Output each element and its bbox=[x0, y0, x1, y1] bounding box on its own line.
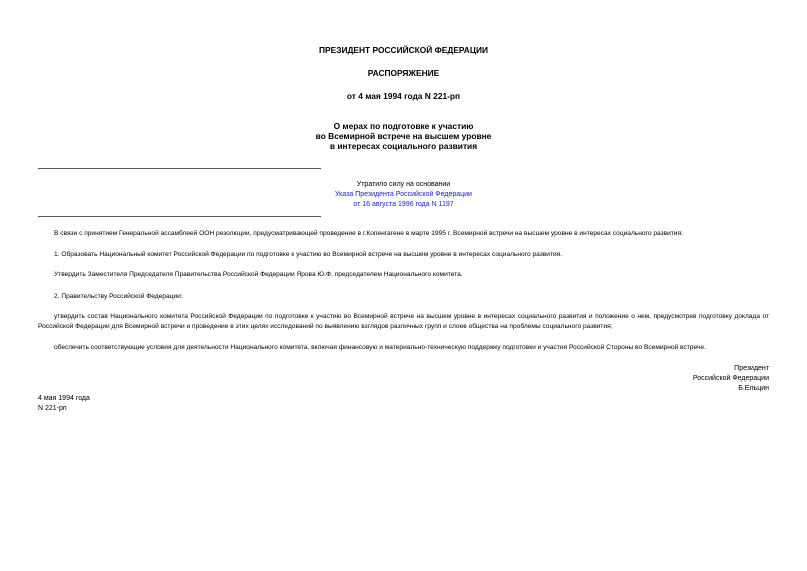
document-date-number: от 4 мая 1994 года N 221-рп bbox=[346, 91, 461, 101]
footer-block bbox=[38, 394, 238, 414]
repeal-decree-link[interactable]: Указа Президента Российской Федерации bbox=[335, 191, 472, 198]
issuing-authority: ПРЕЗИДЕНТ РОССИЙСКОЙ ФЕДЕРАЦИИ bbox=[319, 45, 488, 55]
divider-top bbox=[38, 168, 321, 169]
title-line-3: в интересах социального развития bbox=[329, 141, 478, 151]
divider-bottom bbox=[38, 216, 321, 217]
paragraph-item-2: 2. Правительству Российской Федерации: bbox=[54, 293, 183, 300]
repeal-decree-date-link[interactable]: от 16 августа 1996 года N 1197 bbox=[353, 201, 454, 208]
title-line-1: О мерах по подготовке к участию bbox=[333, 121, 474, 131]
title-line-2: во Всемирной встрече на высшем уровне bbox=[315, 131, 492, 141]
signature-name: Б.Ельцин bbox=[738, 385, 769, 392]
footer-date: 4 мая 1994 года bbox=[38, 395, 90, 402]
footer-number: N 221-рп bbox=[38, 405, 67, 412]
document-type: РАСПОРЯЖЕНИЕ bbox=[367, 68, 440, 78]
signature-block bbox=[569, 364, 769, 394]
paragraph-item-2a: утвердить состав Национального комитета Российской Федерации по подготовке к участию во Всемирной встрече на высшем уровне в интересах социального развития и положение о нем, предусмотрев подготовку доклада от Российской Федерации для Всемирной встречи и проведение в этих целях исследований по выявлению взглядов различных групп и слоев общества на проблемы социального развития; bbox=[38, 313, 769, 331]
document-title bbox=[0, 121, 807, 151]
paragraph-preamble: В связи с принятием Генеральной ассамблеей ООН резолюции, предусматривающей проведение в г.Копенгагене в марте 1995 г. Всемирной встречи на высшем уровне в интересах социального развития: bbox=[54, 230, 683, 237]
status-note bbox=[0, 180, 807, 210]
paragraph-item-2b: обеспечить соответствующие условия для деятельности Национального комитета, включая финансовую и материально-техническую поддержку подготовки и участия Российской Стороны во Всемирной встрече. bbox=[54, 344, 706, 351]
paragraph-chair-appointment: Утвердить Заместителя Председателя Правительства Российской Федерации Ярова Ю.Ф. председателем Национального комитета. bbox=[54, 271, 463, 278]
status-note-text: Утратило силу на основании bbox=[356, 181, 451, 188]
signature-title: Президент bbox=[734, 365, 769, 372]
signature-country: Российской Федерации bbox=[692, 375, 769, 382]
paragraph-item-1: 1. Образовать Национальный комитет Российской Федерации по подготовке к участию во Всемирной встрече на высшем уровне в интересах социального развития. bbox=[54, 251, 563, 258]
